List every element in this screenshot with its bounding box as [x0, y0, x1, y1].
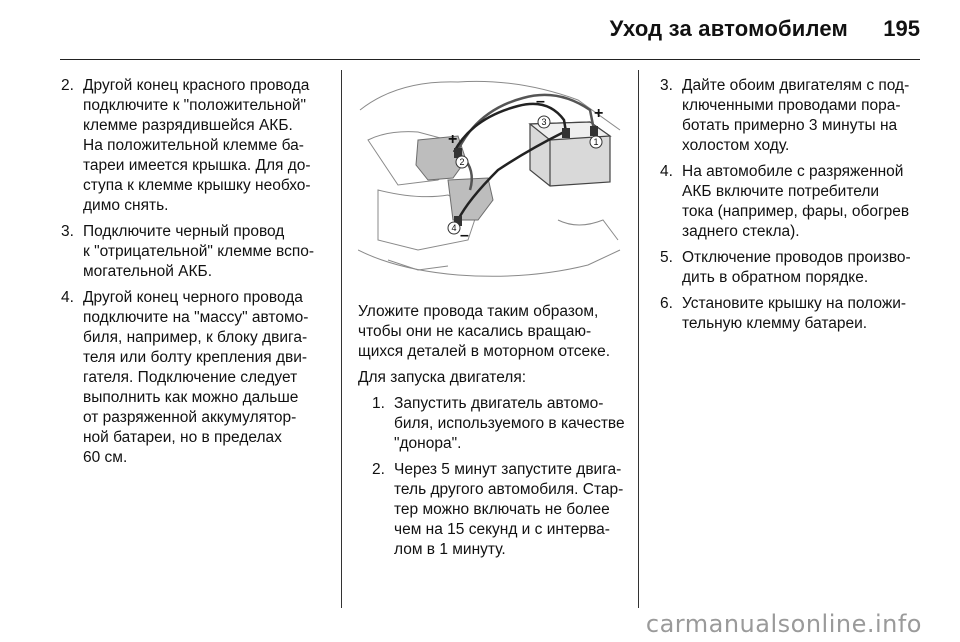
- item-text-line: тельную клемму батареи.: [682, 315, 868, 332]
- item-text-line: тока (например, фары, обогрев: [682, 203, 910, 220]
- battery-plus-sign: +: [594, 105, 604, 122]
- item-text-line: подключите на "массу" автомо-: [83, 309, 309, 326]
- item-text-line: подключите к "положительной": [83, 97, 307, 114]
- right-bay-line: [558, 220, 618, 240]
- header-rule: [60, 59, 920, 60]
- item-text-line: На положительной клемме ба-: [83, 137, 304, 154]
- item-text-line: дить в обратном порядке.: [682, 269, 869, 286]
- battery-minus-sign: –: [536, 93, 545, 110]
- watermark: carmanualsonline.info: [645, 610, 922, 638]
- item-text-line: "донора".: [394, 435, 462, 452]
- page-header: [0, 0, 960, 60]
- start-steps-list: [372, 394, 628, 560]
- item-text-line: ключенными проводами пора-: [682, 97, 901, 114]
- item-text-line: биля, используемого в качестве: [394, 415, 625, 432]
- item-text-line: тер можно включать не более: [394, 501, 610, 518]
- item-text-line: Через 5 минут запустите двига-: [394, 461, 622, 478]
- item-number: 4.: [660, 163, 673, 180]
- item-text-line: могательной АКБ.: [83, 263, 213, 280]
- column-divider-right: [638, 70, 639, 608]
- item-text-line: выполнить как можно дальше: [83, 389, 299, 406]
- item-number: 5.: [660, 249, 673, 266]
- column-divider-left: [341, 70, 342, 608]
- item-number: 3.: [61, 223, 74, 240]
- numbered-item: [660, 162, 922, 242]
- item-text-line: 60 см.: [83, 449, 128, 466]
- item-text-line: теля или болту крепления дви-: [83, 349, 308, 366]
- numbered-item: [61, 288, 333, 468]
- item-number: 2.: [61, 77, 74, 94]
- item-text-line: Другой конец черного провода: [83, 289, 303, 306]
- callout-4: 4: [451, 223, 457, 233]
- item-text-line: к "отрицательной" клемме вспо-: [83, 243, 315, 260]
- item-text-line: Установите крышку на положи-: [682, 295, 907, 312]
- item-text-line: Другой конец красного провода: [83, 77, 310, 94]
- numbered-item: [372, 460, 628, 560]
- column-1: [61, 76, 333, 474]
- numbered-item: [660, 76, 922, 156]
- item-text-line: клемме разрядившейся АКБ.: [83, 117, 293, 134]
- item-text-line: ной батареи, но в пределах: [83, 429, 282, 446]
- item-text-line: ботать примерно 3 минуты на: [682, 117, 898, 134]
- item-text-line: ступа к клемме крышку необхо-: [83, 177, 311, 194]
- item-text-line: Запустить двигатель автомо-: [394, 395, 604, 412]
- numbered-item: [660, 248, 922, 288]
- ground-minus-sign: –: [460, 227, 469, 244]
- item-text-line: тареи имеется крышка. Для до-: [83, 157, 311, 174]
- callout-1: 1: [593, 137, 599, 147]
- item-number: 4.: [61, 289, 74, 306]
- item-text-line: холостом ходу.: [682, 137, 790, 154]
- item-text-line: Подключите черный провод: [83, 223, 285, 240]
- column-2: [358, 302, 628, 566]
- page-number: 195: [883, 16, 920, 41]
- item-text-line: чем на 15 секунд и с интерва-: [394, 521, 610, 538]
- paragraph-line: щихся деталей в моторном отсеке.: [358, 343, 611, 360]
- item-number: 2.: [372, 461, 385, 478]
- item-text-line: от разряженной аккумулятор-: [83, 409, 297, 426]
- callout-2: 2: [459, 157, 465, 167]
- page-title: Уход за автомобилем: [609, 16, 848, 41]
- jump-start-illustration: [358, 70, 622, 286]
- numbered-item: [660, 294, 922, 334]
- item-text-line: Отключение проводов произво-: [682, 249, 911, 266]
- cable-routing-paragraph: [358, 302, 628, 362]
- paragraph-line: Уложите провода таким образом,: [358, 303, 599, 320]
- positive-clamp: [590, 126, 598, 136]
- item-text-line: биля, например, к блоку двига-: [83, 329, 308, 346]
- item-number: 3.: [660, 77, 673, 94]
- column-3: [660, 76, 922, 340]
- discharged-plus-sign: +: [448, 131, 458, 148]
- callout-3: 3: [541, 117, 547, 127]
- item-text-line: Дайте обоим двигателям с под-: [682, 77, 910, 94]
- item-text-line: гателя. Подключение следует: [83, 369, 298, 386]
- item-text-line: заднего стекла).: [682, 223, 800, 240]
- paragraph-line: чтобы они не касались вращаю-: [358, 323, 592, 340]
- item-number: 6.: [660, 295, 673, 312]
- numbered-item: [372, 394, 628, 454]
- item-text-line: лом в 1 минуту.: [394, 541, 506, 558]
- negative-clamp: [562, 128, 570, 138]
- item-text-line: димо снять.: [83, 197, 169, 214]
- numbered-item: [61, 76, 333, 216]
- start-intro-paragraph: Для запуска двигателя:: [358, 369, 527, 386]
- numbered-item: [61, 222, 333, 282]
- item-text-line: АКБ включите потребители: [682, 183, 880, 200]
- item-number: 1.: [372, 395, 385, 412]
- engine-bay-drawing: [358, 70, 622, 286]
- item-text-line: На автомобиле с разряженной: [682, 163, 904, 180]
- item-text-line: тель другого автомобиля. Стар-: [394, 481, 624, 498]
